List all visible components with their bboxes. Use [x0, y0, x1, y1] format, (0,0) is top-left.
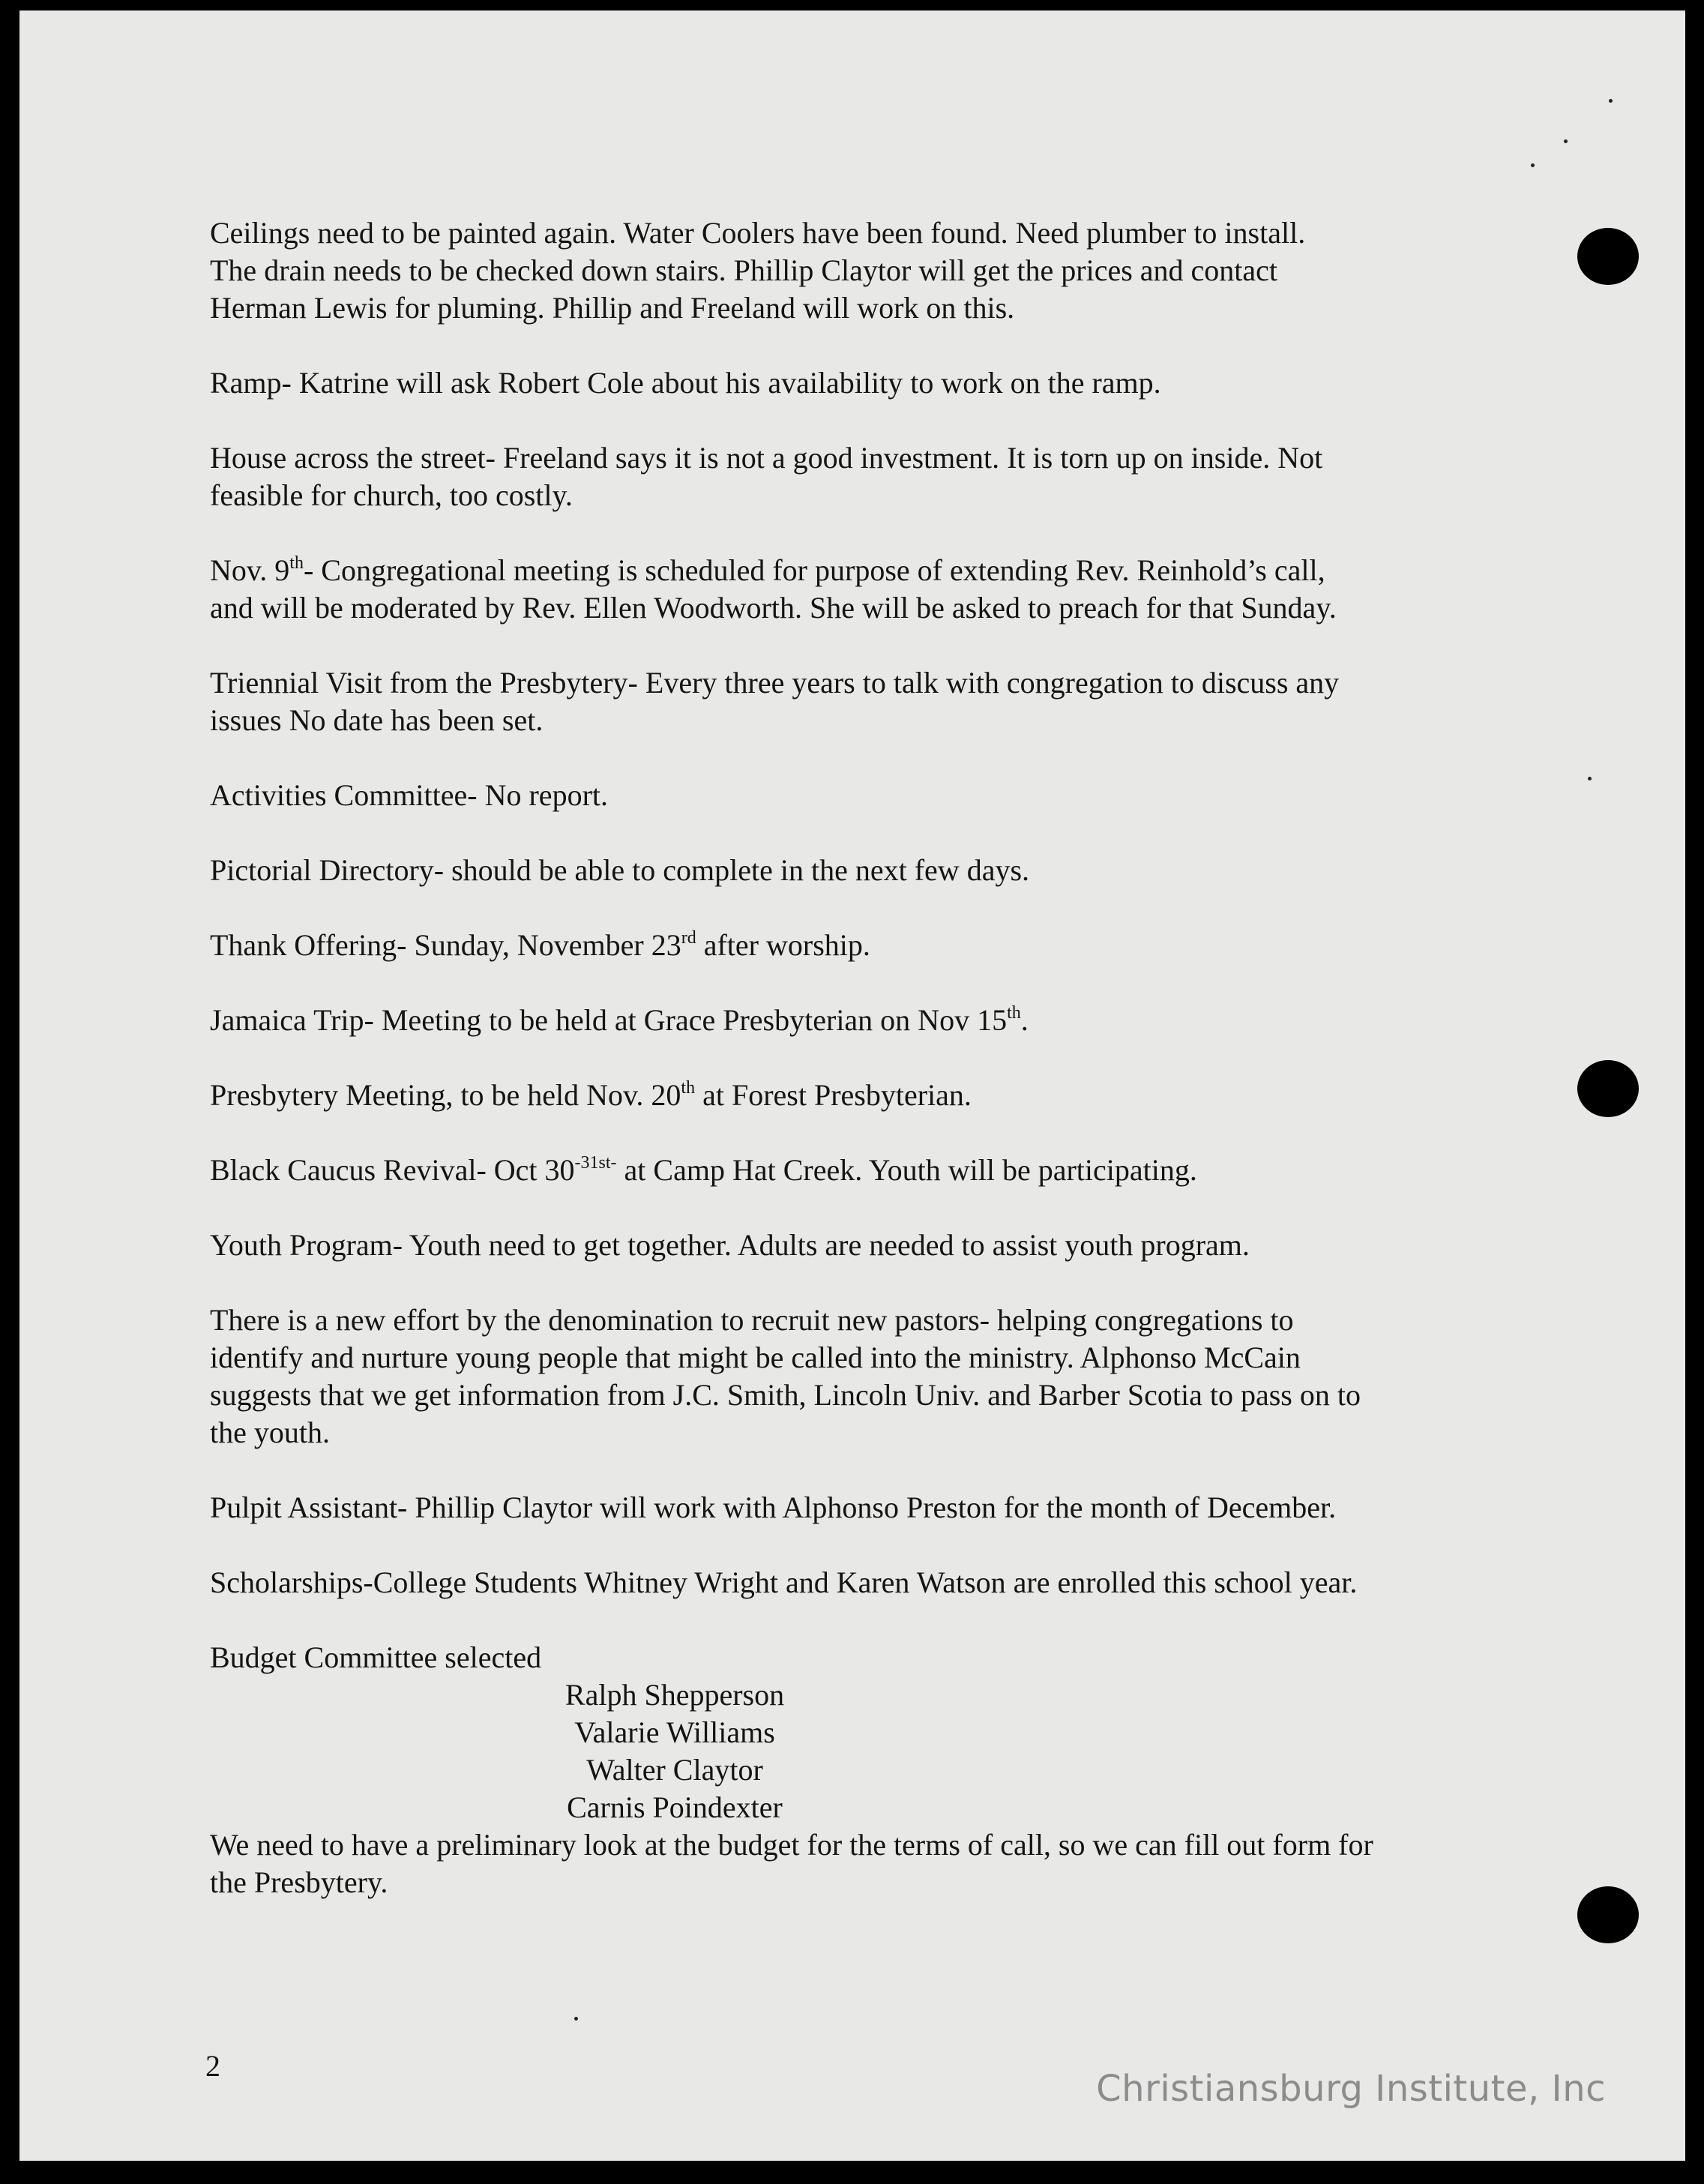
text-fragment: at Camp Hat Creek. Youth will be participating. [616, 1153, 1197, 1187]
text-fragment: Nov. 9 [210, 553, 290, 587]
text-line: Ceilings need to be painted again. Water Coolers have been found. Need plumber to install. [210, 216, 1306, 250]
text-fragment: at Forest Presbyterian. [695, 1078, 972, 1112]
paragraph-budget-committee [210, 1639, 1514, 1676]
text-line: House across the street- Freeland says it is not a good investment. It is torn up on inside. Not [210, 441, 1323, 475]
ordinal-suffix: th [289, 553, 304, 573]
paragraph-ceilings [210, 214, 1514, 327]
text-line: Ramp- Katrine will ask Robert Cole about his availability to work on the ramp. [210, 366, 1161, 400]
paragraph-jamaica-trip [210, 1002, 1514, 1039]
text-line: Scholarships-College Students Whitney Wright and Karen Watson are enrolled this school year. [210, 1565, 1358, 1599]
punch-hole-middle [1577, 1060, 1639, 1117]
ordinal-suffix: -31st- [574, 1153, 617, 1173]
text-line: issues No date has been set. [210, 703, 544, 737]
paragraph-activities-committee [210, 777, 1514, 814]
paragraph-youth-program [210, 1227, 1514, 1264]
text-line: Pulpit Assistant- Phillip Claytor will work with Alphonso Preston for the month of December. [210, 1490, 1337, 1524]
paragraph-recruit-pastors [210, 1302, 1514, 1452]
committee-member: Valarie Williams [574, 1715, 775, 1749]
paragraph-house [210, 439, 1514, 514]
text-fragment: . [1020, 1003, 1029, 1037]
text-line: identify and nurture young people that might be called into the ministry. Alphonso McCain [210, 1341, 1301, 1374]
budget-committee-members [210, 1676, 1139, 1826]
ordinal-suffix: rd [681, 928, 696, 948]
document-page [19, 10, 1685, 2161]
paragraph-presbytery-meeting [210, 1077, 1514, 1114]
text-line: The drain needs to be checked down stairs. Phillip Claytor will get the prices and contact [210, 253, 1278, 287]
committee-member: Carnis Poindexter [567, 1790, 783, 1824]
text-line: Herman Lewis for pluming. Phillip and Freeland will work on this. [210, 291, 1015, 325]
text-fragment: Black Caucus Revival- Oct 30 [210, 1153, 575, 1187]
text-line: the Presbytery. [210, 1865, 388, 1899]
paragraph-closing [210, 1826, 1514, 1901]
text-line: Pictorial Directory- should be able to complete in the next few days. [210, 853, 1030, 887]
text-line: suggests that we get information from J.C. Smith, Lincoln Univ. and Barber Scotia to pass on to [210, 1378, 1361, 1412]
text-line: There is a new effort by the denomination to recruit new pastors- helping congregations to [210, 1303, 1294, 1337]
paragraph-ramp [210, 364, 1514, 402]
text-line: Budget Committee selected [210, 1640, 542, 1674]
committee-member: Walter Claytor [586, 1753, 763, 1787]
minutes-body [210, 214, 1514, 1901]
ordinal-suffix: th [681, 1078, 696, 1098]
watermark: Christiansburg Institute, Inc [1096, 2068, 1606, 2110]
committee-member: Ralph Shepperson [565, 1678, 785, 1712]
text-line: the youth. [210, 1416, 330, 1449]
punch-hole-bottom [1577, 1886, 1639, 1943]
punch-hole-top [1577, 228, 1639, 285]
text-line: We need to have a preliminary look at the budget for the terms of call, so we can fill out form for [210, 1828, 1373, 1862]
text-line: Triennial Visit from the Presbytery- Every three years to talk with congregation to discuss any [210, 666, 1340, 700]
paragraph-scholarships [210, 1564, 1514, 1601]
paragraph-congregational-meeting [210, 552, 1514, 627]
paragraph-pulpit-assistant [210, 1489, 1514, 1526]
dust-speck [1588, 777, 1592, 780]
paragraph-pictorial-directory [210, 852, 1514, 889]
text-fragment: - Congregational meeting is scheduled for purpose of extending Rev. Reinhold’s call, [303, 553, 1325, 587]
text-line: and will be moderated by Rev. Ellen Woodworth. She will be asked to preach for that Sunday. [210, 591, 1337, 625]
page-number: 2 [205, 2049, 220, 2083]
dust-speck [574, 2017, 578, 2021]
text-fragment: after worship. [696, 928, 870, 962]
paragraph-black-caucus-revival [210, 1152, 1514, 1189]
text-line: feasible for church, too costly. [210, 478, 573, 512]
text-fragment: Thank Offering- Sunday, November 23 [210, 928, 681, 962]
paragraph-thank-offering [210, 927, 1514, 964]
text-fragment: Jamaica Trip- Meeting to be held at Grace Presbyterian on Nov 15 [210, 1003, 1008, 1037]
text-fragment: Presbytery Meeting, to be held Nov. 20 [210, 1078, 681, 1112]
dust-speck [1609, 99, 1613, 103]
ordinal-suffix: th [1007, 1003, 1021, 1023]
dust-speck [1531, 163, 1535, 167]
text-line: Youth Program- Youth need to get together. Adults are needed to assist youth program. [210, 1228, 1250, 1262]
text-line: Activities Committee- No report. [210, 778, 608, 812]
paragraph-triennial-visit [210, 664, 1514, 739]
dust-speck [1564, 139, 1568, 143]
